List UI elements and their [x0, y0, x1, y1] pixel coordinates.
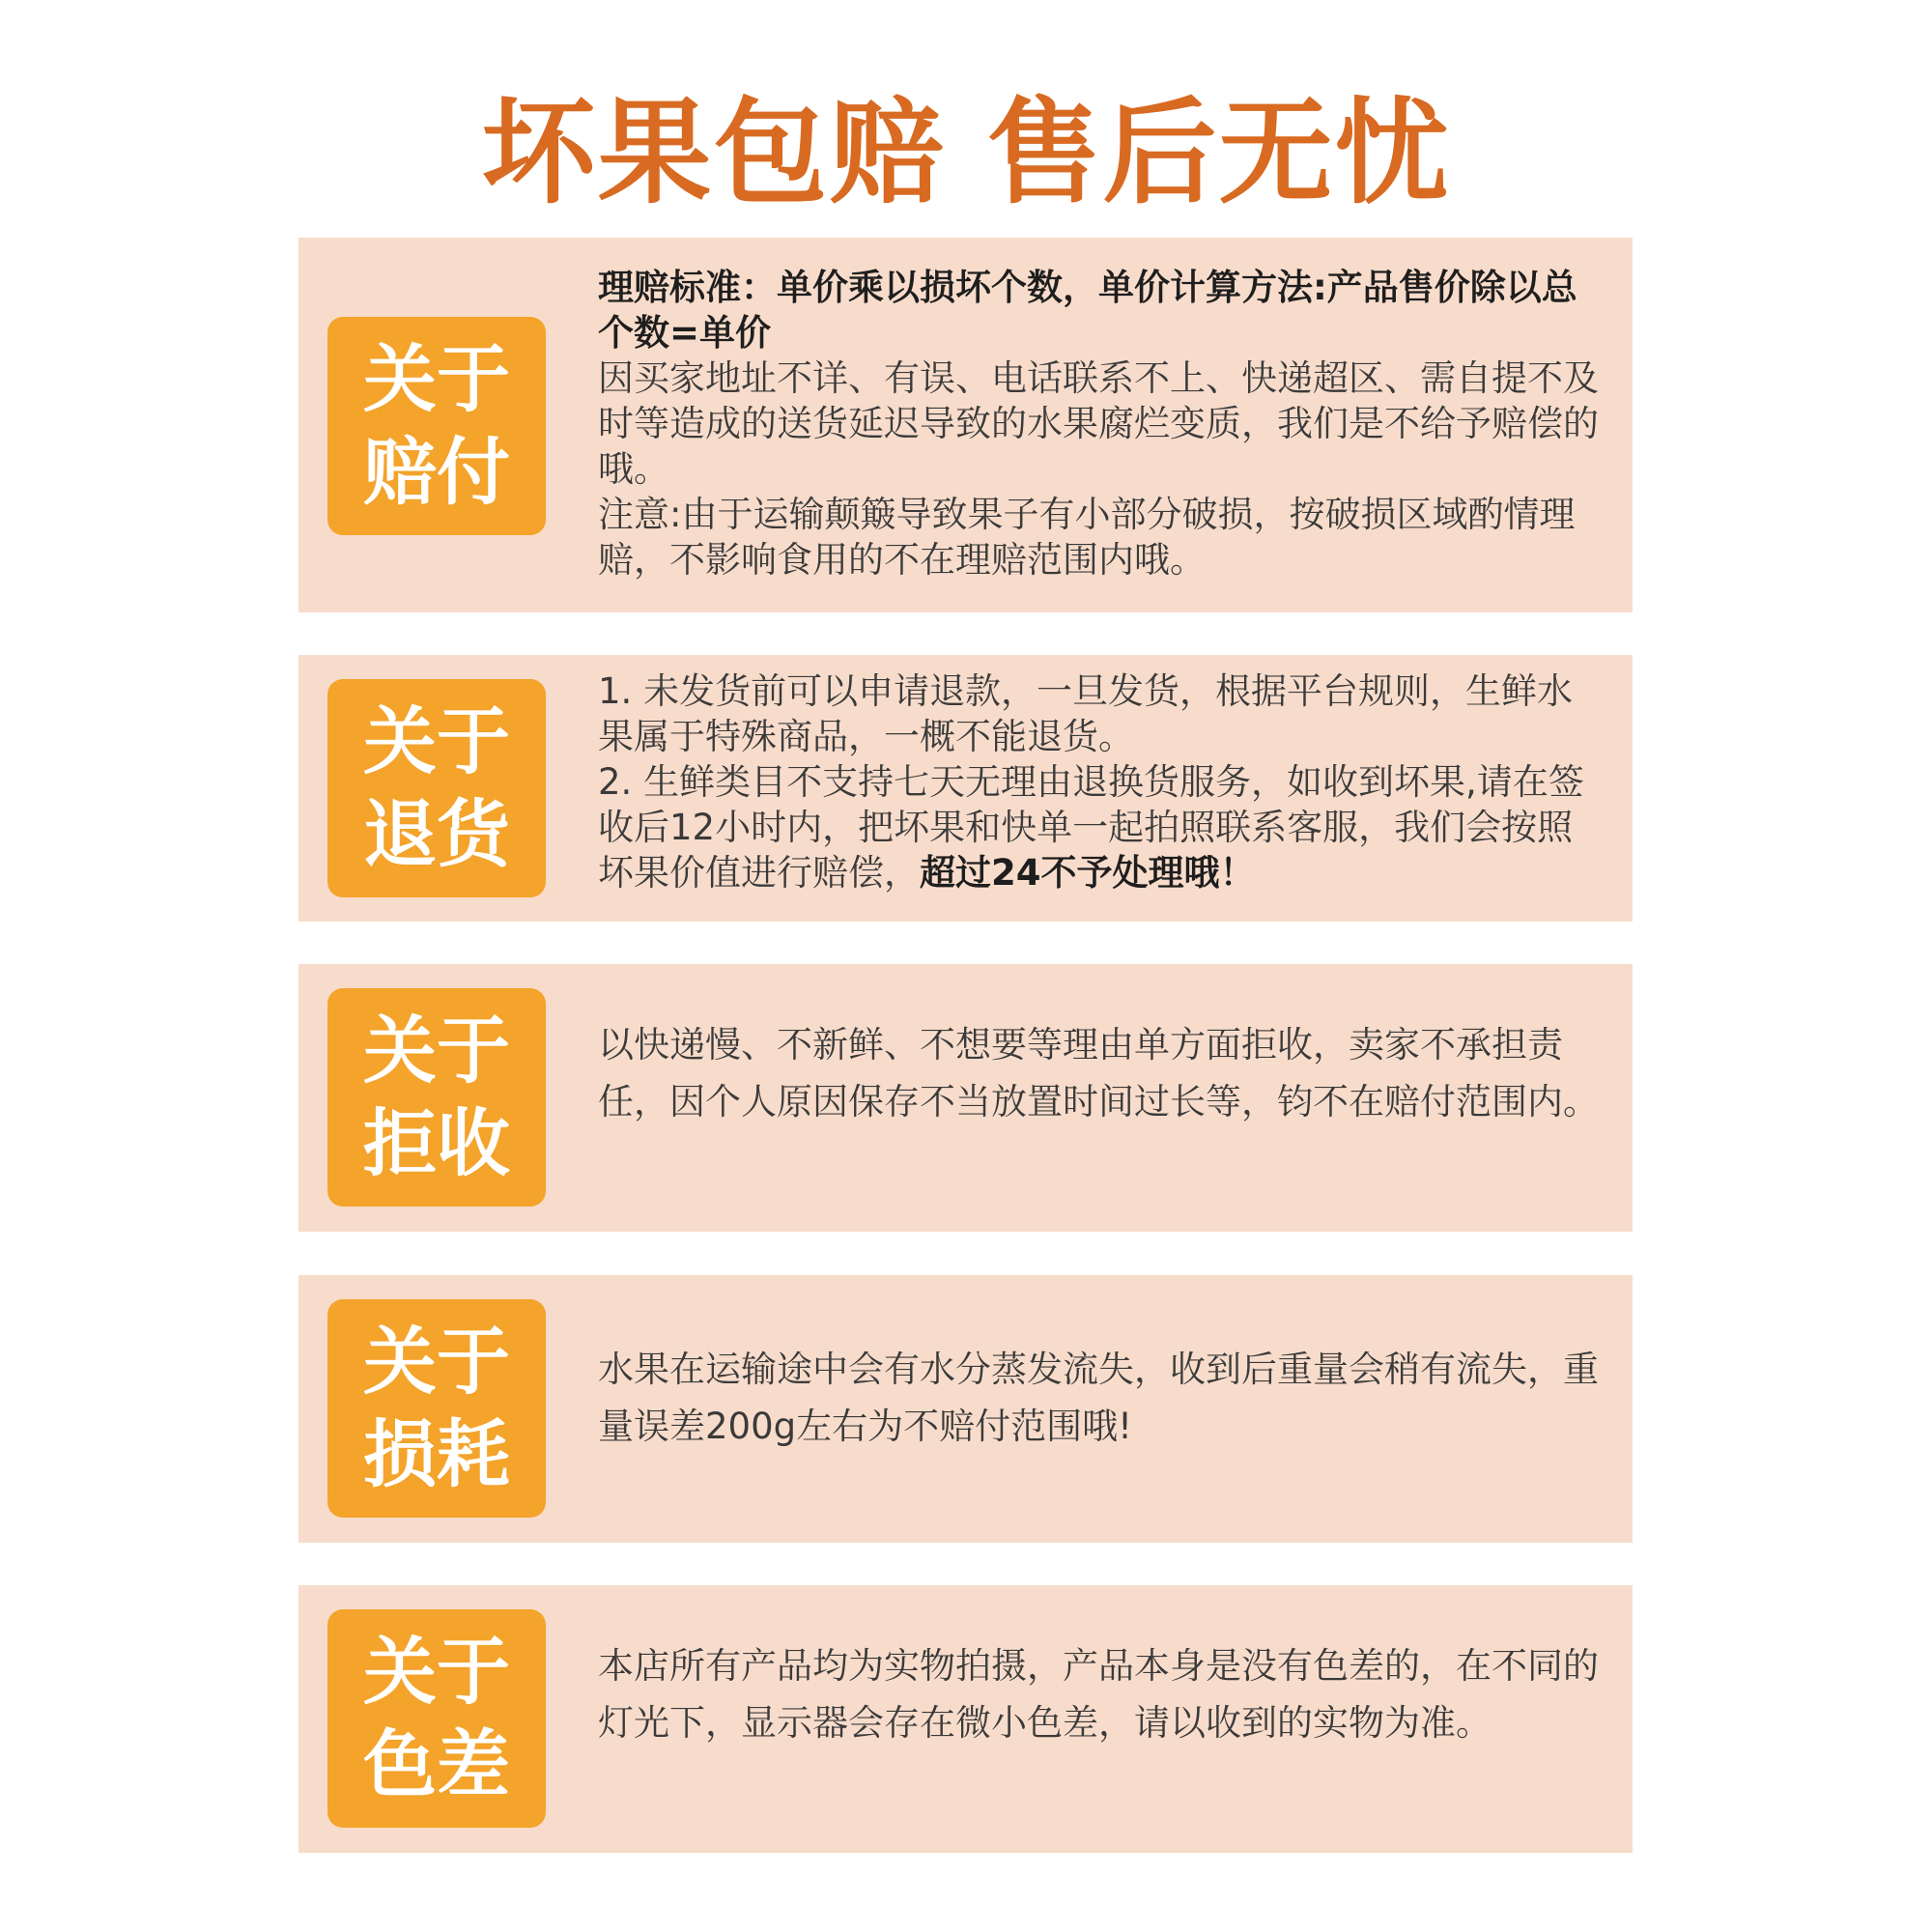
section-text-loss [598, 1341, 1603, 1455]
badge-label-top: 关于 [363, 336, 510, 422]
loss-text: 水果在运输途中会有水分蒸发流失，收到后重量会稍有流失，重量误差200g左右为不赔付范围哦! [598, 1349, 1599, 1447]
section-text-color [598, 1637, 1603, 1751]
section-card-rejection [298, 964, 1633, 1232]
section-badge-loss [327, 1299, 546, 1518]
section-text-rejection [598, 1016, 1603, 1130]
section-card-returns [298, 655, 1633, 922]
returns-emphasis-text: 超过24不予处理哦！ [920, 852, 1256, 894]
section-text-returns [598, 668, 1603, 895]
badge-label-top: 关于 [363, 698, 510, 784]
section-badge-rejection [327, 988, 546, 1207]
badge-label-top: 关于 [363, 1629, 510, 1715]
rejection-text: 以快递慢、不新鲜、不想要等理由单方面拒收，卖家不承担责任，因个人原因保存不当放置时间过长等，钧不在赔付范围内。 [598, 1024, 1599, 1122]
section-text-compensation [598, 265, 1603, 582]
badge-label-bottom: 退货 [363, 791, 510, 877]
badge-label-bottom: 损耗 [363, 1411, 510, 1497]
section-card-color [298, 1585, 1633, 1853]
badge-label-bottom: 赔付 [363, 429, 510, 515]
compensation-standard-text: 理赔标准：单价乘以损坏个数，单价计算方法:产品售价除以总个数=单价 [598, 267, 1577, 354]
section-badge-returns [327, 679, 546, 897]
badge-label-bottom: 拒收 [363, 1100, 510, 1186]
compensation-note-text: 注意:由于运输颠簸导致果子有小部分破损，按破损区域酌情理赔，不影响食用的不在理赔范围内哦。 [598, 494, 1576, 581]
section-badge-color [327, 1609, 546, 1828]
badge-label-top: 关于 [363, 1008, 510, 1094]
returns-rule-1-text: 1. 未发货前可以申请退款，一旦发货，根据平台规则，生鲜水果属于特殊商品，一概不能退货。 [598, 670, 1574, 757]
returns-rule-2-body: 2. 生鲜类目不支持七天无理由退换货服务，如收到坏果,请在签收后12小时内，把坏果和快单一起拍照联系客服，我们会按照坏果价值进行赔偿， [598, 761, 1584, 894]
page-headline: 坏果包赔 售后无忧 [481, 86, 1451, 219]
section-card-compensation [298, 238, 1633, 612]
section-card-loss [298, 1275, 1633, 1543]
compensation-exclusion-text: 因买家地址不详、有误、电话联系不上、快递超区、需自提不及时等造成的送货延迟导致的水果腐烂变质，我们是不给予赔偿的哦。 [598, 357, 1599, 490]
returns-rule-2-text [598, 759, 1603, 895]
color-text: 本店所有产品均为实物拍摄，产品本身是没有色差的，在不同的灯光下，显示器会存在微小色差，请以收到的实物为准。 [598, 1645, 1599, 1744]
badge-label-top: 关于 [363, 1319, 510, 1405]
section-badge-compensation [327, 317, 546, 535]
badge-label-bottom: 色差 [363, 1721, 510, 1807]
